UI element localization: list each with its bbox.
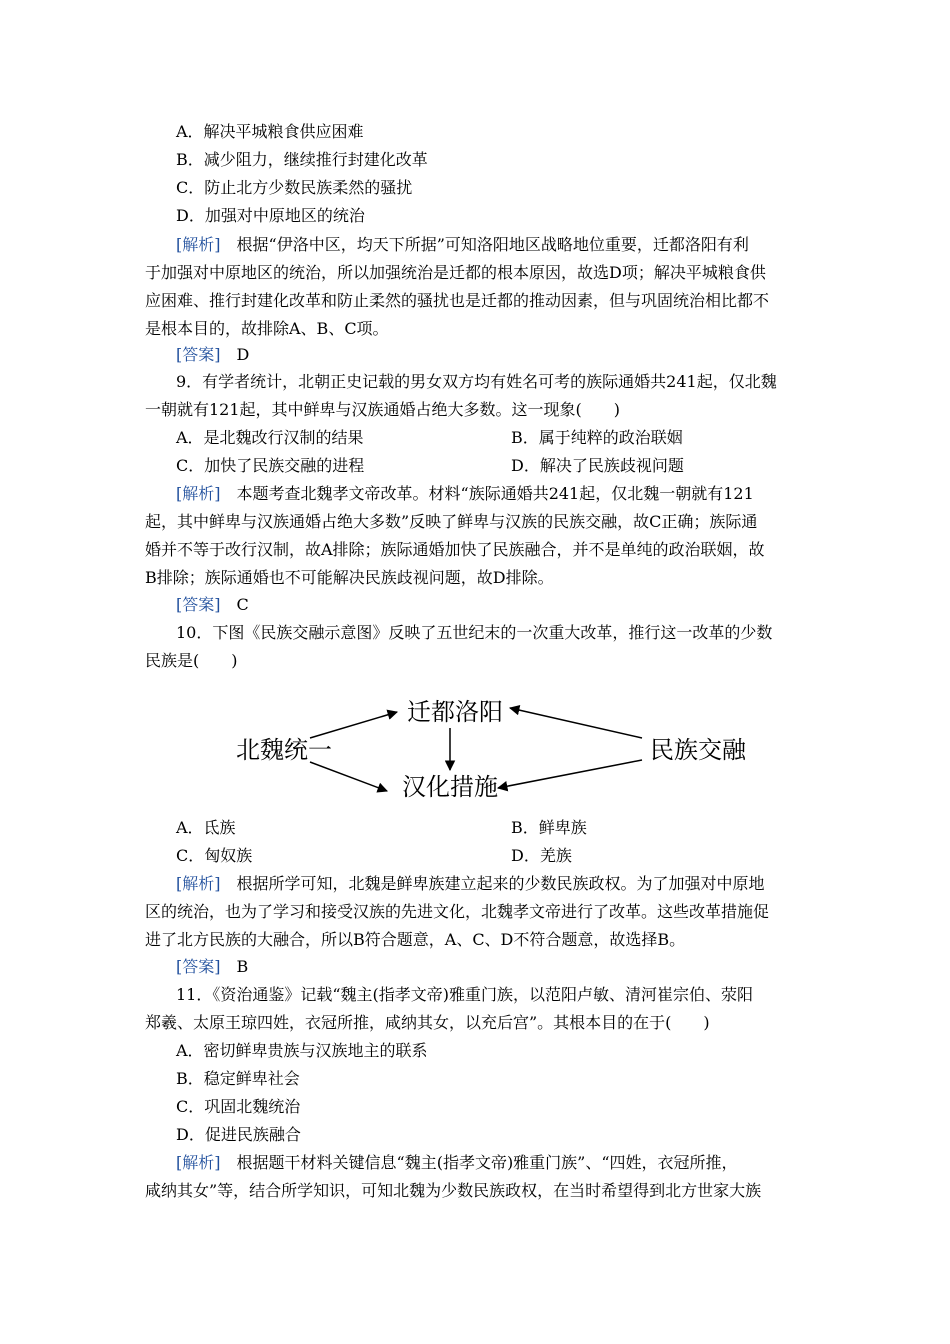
q8-analysis-line-1: [解析] 根据“伊洛中区，均天下所据”可知洛阳地区战略地位重要，迁都洛阳有利 [176, 235, 749, 254]
q10-options-row-1 [176, 818, 840, 838]
arrow-right-to-top [510, 708, 642, 738]
q9-option-a: A．是北魏改行汉制的结果 [176, 428, 364, 447]
q10-option-c: C．匈奴族 [176, 846, 253, 865]
q9-question-line-1: 9．有学者统计，北朝正史记载的男女双方均有姓名可考的族际通婚共241起，仅北魏 [176, 372, 777, 391]
diagram-node-right: 民族交融 [650, 736, 746, 764]
q11-analysis-line-1: [解析] 根据题干材料关键信息“魏主(指孝文帝)雅重门族”、“四姓，衣冠所推， [176, 1153, 738, 1172]
diagram-node-top: 迁都洛阳 [407, 698, 503, 726]
q9-options-row-1 [176, 428, 840, 448]
analysis-tag: [解析] [176, 874, 221, 893]
q10-answer [176, 957, 840, 977]
q11-question-line-2: 郑羲、太原王琼四姓，衣冠所推，咸纳其女，以充后宫”。其根本目的在于( ) [145, 1013, 710, 1032]
q9-analysis-line-3: 婚并不等于改行汉制，故A排除；族际通婚加快了民族融合，并不是单纯的政治联姻，故 [145, 540, 765, 559]
q8-analysis-line-4: 是根本目的，故排除A、B、C项。 [145, 319, 389, 338]
diagram-node-bottom: 汉化措施 [402, 773, 498, 801]
q8-option-d: D．加强对中原地区的统治 [176, 206, 365, 225]
answer-value: C [236, 595, 249, 614]
q11-question-line-1: 11．《资治通鉴》记载“魏主(指孝文帝)雅重门族，以范阳卢敏、清河崔宗伯、荥阳 [176, 985, 754, 1004]
q10-question-line-1: 10．下图《民族交融示意图》反映了五世纪末的一次重大改革，推行这一改革的少数 [176, 623, 773, 642]
q9-option-d: D．解决了民族歧视问题 [511, 456, 684, 475]
q11-option-b: B．稳定鲜卑社会 [176, 1069, 300, 1088]
q8-option-c: C．防止北方少数民族柔然的骚扰 [176, 178, 413, 197]
diagram-node-left: 北魏统一 [236, 736, 332, 764]
q8-option-a: A．解决平城粮食供应困难 [176, 122, 364, 141]
arrow-right-to-bottom [498, 760, 642, 788]
q8-analysis-line-3: 应困难、推行封建化改革和防止柔然的骚扰也是迁都的推动因素，但与巩固统治相比都不 [145, 291, 770, 310]
q10-option-d: D．羌族 [511, 846, 572, 865]
ethnic-integration-diagram [230, 688, 760, 808]
q9-options-row-2 [176, 456, 840, 476]
q9-analysis-line-2: 起，其中鲜卑与汉族通婚占绝大多数”反映了鲜卑与汉族的民族交融，故C正确；族际通 [145, 512, 758, 531]
answer-value: D [236, 345, 250, 364]
answer-tag: [答案] [176, 595, 221, 614]
q10-analysis-line-3: 进了北方民族的大融合，所以B符合题意，A、C、D不符合题意，故选择B。 [145, 930, 686, 949]
answer-tag: [答案] [176, 957, 221, 976]
answer-tag: [答案] [176, 345, 221, 364]
analysis-tag: [解析] [176, 484, 221, 503]
q9-analysis-line-4: B排除；族际通婚也不可能解决民族歧视问题，故D排除。 [145, 568, 554, 587]
q11-option-c: C．巩固北魏统治 [176, 1097, 301, 1116]
q9-analysis-line-1: [解析] 本题考查北魏孝文帝改革。材料“族际通婚共241起，仅北魏一朝就有121 [176, 484, 754, 503]
q8-analysis-line-2: 于加强对中原地区的统治，所以加强统治是迁都的根本原因，故选D项；解决平城粮食供 [145, 263, 766, 282]
analysis-tag: [解析] [176, 1153, 221, 1172]
q11-option-d: D．促进民族融合 [176, 1125, 301, 1144]
arrow-left-to-bottom [310, 762, 387, 791]
q9-answer [176, 595, 840, 615]
arrow-left-to-top [310, 712, 397, 738]
q11-option-a: A．密切鲜卑贵族与汉族地主的联系 [176, 1041, 428, 1060]
q10-question-line-2: 民族是( ) [145, 651, 238, 670]
analysis-tag: [解析] [176, 235, 221, 254]
q11-analysis-line-2: 咸纳其女”等，结合所学知识，可知北魏为少数民族政权，在当时希望得到北方世家大族 [145, 1181, 762, 1200]
q9-option-c: C．加快了民族交融的进程 [176, 456, 365, 475]
q10-analysis-line-2: 区的统治，也为了学习和接受汉族的先进文化，北魏孝文帝进行了改革。这些改革措施促 [145, 902, 770, 921]
q8-answer [176, 345, 840, 365]
q10-options-row-2 [176, 846, 840, 866]
q10-analysis-line-1: [解析] 根据所学可知，北魏是鲜卑族建立起来的少数民族政权。为了加强对中原地 [176, 874, 765, 893]
answer-value: B [236, 957, 249, 976]
q9-question-line-2: 一朝就有121起，其中鲜卑与汉族通婚占绝大多数。这一现象( ) [145, 400, 621, 419]
q10-option-b: B．鲜卑族 [511, 818, 587, 837]
q10-option-a: A．氐族 [176, 818, 236, 837]
q9-option-b: B．属于纯粹的政治联姻 [511, 428, 683, 447]
q8-option-b: B．减少阻力，继续推行封建化改革 [176, 150, 428, 169]
